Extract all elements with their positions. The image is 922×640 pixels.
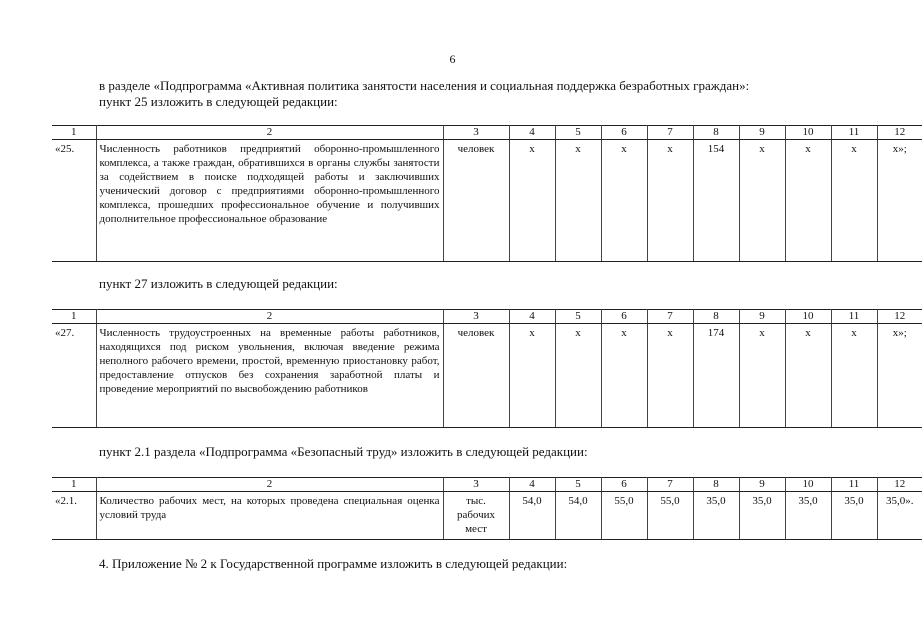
header-cell: 7 [647,478,693,492]
value-cell: 154 [693,140,739,262]
header-cell: 12 [877,310,922,324]
row-number: «25. [52,140,96,262]
header-cell: 4 [509,310,555,324]
header-cell: 3 [443,310,509,324]
value-cell: 35,0 [831,492,877,540]
value-cell: 55,0 [647,492,693,540]
header-cell: 5 [555,126,601,140]
value-cell: х [831,324,877,428]
header-cell: 1 [52,126,96,140]
header-cell: 10 [785,310,831,324]
indicator-table-2-1 [52,477,922,540]
value-cell: 35,0 [739,492,785,540]
value-cell: х [555,140,601,262]
header-cell: 3 [443,126,509,140]
header-cell: 2 [96,310,443,324]
value-cell: х»; [877,324,922,428]
header-cell: 12 [877,126,922,140]
header-cell: 4 [509,126,555,140]
header-cell: 2 [96,126,443,140]
value-cell: х [647,140,693,262]
value-cell: 54,0 [509,492,555,540]
value-cell: х [509,324,555,428]
unit-cell: человек [443,140,509,262]
table-header-row [52,310,922,324]
page-number: 6 [449,52,456,66]
header-cell: 9 [739,126,785,140]
value-cell: х [739,140,785,262]
header-cell: 10 [785,478,831,492]
header-cell: 7 [647,310,693,324]
unit-cell: человек [443,324,509,428]
value-cell: х [785,140,831,262]
section-intro-line: в разделе «Подпрограмма «Активная политика занятости населения и социальная поддержка безработных граждан»: [99,78,750,93]
table-row [52,140,922,262]
indicator-table-27 [52,309,922,428]
header-cell: 8 [693,126,739,140]
value-cell: х [739,324,785,428]
row-number: «27. [52,324,96,428]
value-cell: х [831,140,877,262]
header-cell: 9 [739,310,785,324]
header-cell: 1 [52,310,96,324]
header-cell: 11 [831,478,877,492]
header-cell: 6 [601,126,647,140]
header-cell: 10 [785,126,831,140]
header-cell: 12 [877,478,922,492]
indicator-description: Численность работников предприятий оборонно-промышленного комплекса, а также граждан, обратившихся в органы службы занятости за содействием в поиске подходящей работы и заключивших ученический договор с предприятиями оборонно-промышленного комплекса, прошедших профессиональное обучение и получивших дополнительное профессиональное образование [96,140,443,262]
header-cell: 5 [555,478,601,492]
header-cell: 5 [555,310,601,324]
value-cell: х»; [877,140,922,262]
indicator-description: Количество рабочих мест, на которых проведена специальная оценка условий труда [96,492,443,540]
header-cell: 6 [601,478,647,492]
value-cell: х [555,324,601,428]
value-cell: 35,0 [785,492,831,540]
value-cell: х [601,140,647,262]
value-cell: 174 [693,324,739,428]
header-cell: 6 [601,310,647,324]
header-cell: 9 [739,478,785,492]
header-cell: 2 [96,478,443,492]
item-2-1-instruction: пункт 2.1 раздела «Подпрограмма «Безопасный труд» изложить в следующей редакции: [99,444,588,459]
header-cell: 11 [831,126,877,140]
value-cell: х [509,140,555,262]
value-cell: х [647,324,693,428]
header-cell: 1 [52,478,96,492]
value-cell: х [785,324,831,428]
indicator-description: Численность трудоустроенных на временные работы работников, находящихся под риском увольнения, включая введение режима неполного рабочего времени, простой, временную приостановку работ, предоставление отпусков без сохранения заработной платы и проведение мероприятий по высвобождению работников [96,324,443,428]
header-cell: 7 [647,126,693,140]
value-cell: 35,0». [877,492,922,540]
header-cell: 3 [443,478,509,492]
table-header-row [52,478,922,492]
table-row [52,324,922,428]
item-25-instruction: пункт 25 изложить в следующей редакции: [99,94,338,109]
table-row [52,492,922,540]
item-27-instruction: пункт 27 изложить в следующей редакции: [99,276,338,291]
value-cell: х [601,324,647,428]
table-header-row [52,126,922,140]
row-number: «2.1. [52,492,96,540]
indicator-table-25 [52,125,922,262]
header-cell: 8 [693,310,739,324]
value-cell: 55,0 [601,492,647,540]
header-cell: 11 [831,310,877,324]
value-cell: 35,0 [693,492,739,540]
unit-cell: тыс. рабочих мест [443,492,509,540]
header-cell: 8 [693,478,739,492]
header-cell: 4 [509,478,555,492]
appendix-2-instruction: 4. Приложение № 2 к Государственной программе изложить в следующей редакции: [99,556,568,571]
value-cell: 54,0 [555,492,601,540]
